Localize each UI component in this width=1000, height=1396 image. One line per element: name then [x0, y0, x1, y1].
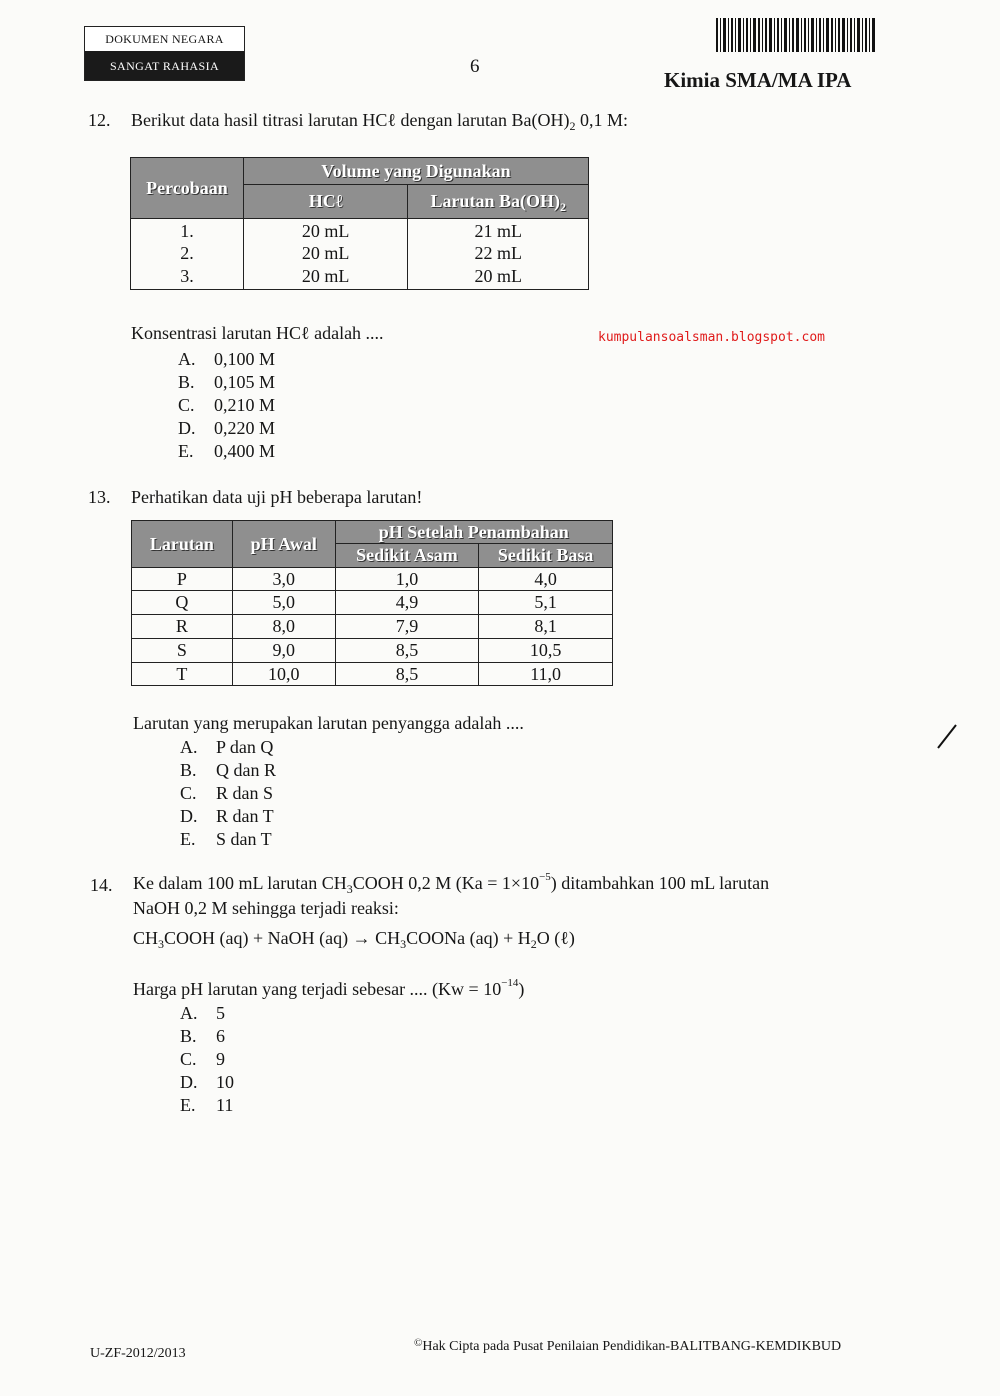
table-row: 3. 20 mL 20 mL — [131, 265, 589, 289]
q14-option-b: B. 6 — [180, 1026, 225, 1046]
watermark-url: kumpulansoalsman.blogspot.com — [598, 330, 825, 345]
q13-option-b: B. Q dan R — [180, 760, 276, 780]
header-sedikit-basa: Sedikit Basa — [479, 544, 613, 568]
header-larutan: Larutan — [132, 521, 233, 568]
doc-label-bottom: SANGAT RAHASIA — [85, 51, 244, 80]
table-row: R 8,0 7,9 8,1 — [132, 615, 613, 639]
q14-number: 14. — [90, 875, 113, 895]
table-row: T 10,0 8,5 11,0 — [132, 663, 613, 686]
table-row: 1. 20 mL 21 mL — [131, 219, 589, 243]
pen-mark-icon — [928, 724, 958, 750]
q12-option-d: D. 0,220 M — [178, 418, 276, 438]
document-classification-box — [84, 26, 245, 81]
table-row: S 9,0 8,5 10,5 — [132, 639, 613, 663]
q13-question: Larutan yang merupakan larutan penyangga adalah .... — [133, 713, 524, 733]
q14-reaction-equation: $CH_3COOH$ (aq) + NaOH $(aq) \to CH_3COONa$ $(aq) + H_2O$ (ℓ) — [133, 928, 575, 951]
q13-option-a: A. P dan Q — [180, 737, 274, 757]
q12-question: Konsentrasi larutan HCℓ adalah .... — [131, 323, 384, 343]
q14-question: Harga pH larutan yang terjadi sebesar .... $(Kw = 10^{-14})$ — [133, 977, 525, 999]
header-ph-group: pH Setelah Penambahan — [335, 521, 612, 544]
q14-option-d: D. 10 — [180, 1072, 234, 1092]
header-hcl: HCℓ — [243, 185, 408, 219]
q13-ph-table — [131, 520, 613, 686]
doc-label-top: DOKUMEN NEGARA — [85, 27, 244, 51]
q12-option-c: C. 0,210 M — [178, 395, 276, 415]
q12-option-a: A. 0,100 M — [178, 349, 276, 369]
table-row: 2. 20 mL 22 mL — [131, 242, 589, 265]
q13-text: Perhatikan data uji pH beberapa larutan! — [131, 487, 423, 507]
q14-option-a: A. 5 — [180, 1003, 225, 1023]
header-ph-awal: pH Awal — [232, 521, 335, 568]
subject-title: Kimia SMA/MA IPA — [664, 68, 852, 92]
table-row: Q 5,0 4,9 5,1 — [132, 591, 613, 615]
q13-number: 13. — [88, 487, 111, 507]
header-sedikit-asam: Sedikit Asam — [335, 544, 479, 568]
copyright-icon: © — [414, 1337, 423, 1349]
table-row: P 3,0 1,0 4,0 — [132, 568, 613, 591]
q13-option-c: C. R dan S — [180, 783, 274, 803]
header-baoh: Larutan $Ba(OH)_2$ — [408, 185, 589, 219]
header-percobaan: Percobaan — [131, 158, 244, 219]
q14-text-line1: Ke dalam 100 mL larutan $CH_3COOH$ 0,2 M $(Ka = 1\times 10^{-5})$ ditambahkan 100 mL larutan — [133, 871, 770, 896]
q12-text: Berikut data hasil titrasi larutan HCℓ dengan larutan $Ba(OH)_2$ 0,1 M: — [131, 110, 629, 133]
q12-number: 12. — [88, 110, 111, 130]
q13-option-e: E. S dan T — [180, 829, 272, 849]
q14-option-e: E. 11 — [180, 1095, 234, 1115]
footer-copyright: ©Hak Cipta pada Pusat Penilaian Pendidikan-BALITBANG-KEMDIKBUD — [414, 1337, 842, 1354]
q12-option-b: B. 0,105 M — [178, 372, 276, 392]
q12-option-e: E. 0,400 M — [178, 441, 276, 461]
q12-titration-table — [130, 157, 589, 290]
footer-exam-code: U-ZF-2012/2013 — [90, 1346, 186, 1361]
q13-option-d: D. R dan T — [180, 806, 274, 826]
q14-text-line2: NaOH 0,2 M sehingga terjadi reaksi: — [133, 898, 399, 918]
q14-option-c: C. 9 — [180, 1049, 225, 1069]
header-volume-group: Volume yang Digunakan — [243, 158, 588, 185]
barcode-icon — [716, 18, 878, 54]
page-number: 6 — [470, 56, 480, 77]
